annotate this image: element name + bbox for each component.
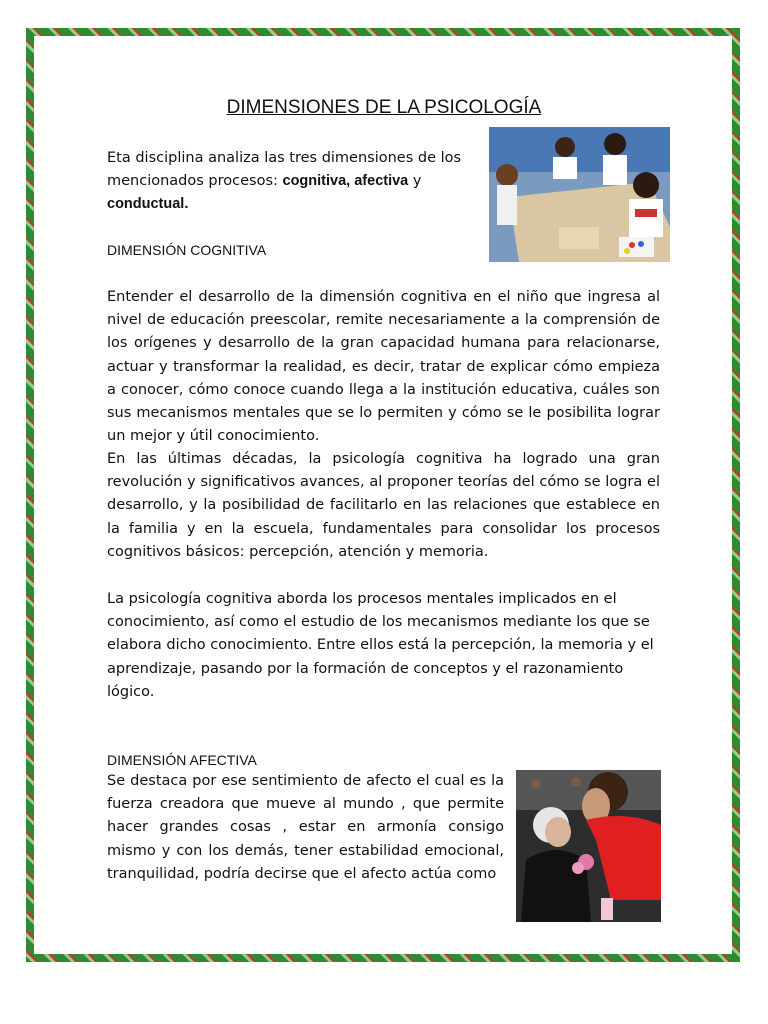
- affective-paragraph-1: Se destaca por ese sentimiento de afecto el cual es la fuerza creadora que mueve al mundo , que permite hacer grandes cosas , estar en armonía consigo mismo y con los demás, tener estabilidad emocional, tranquilidad, podría decirse que el afecto actúa como: [107, 773, 504, 882]
- cognitive-paragraph-3: La psicología cognitiva aborda los procesos mentales implicados en el conocimiento, así como el estudio de los mecanismos mediante los que se elabora dicho conocimiento. Entre ellos está la percepción, la memoria y el aprendizaje, pasando por la formación de conceptos y el razonamiento lógico.: [107, 591, 654, 700]
- intro-end: .: [184, 196, 189, 213]
- cognitive-paragraph-2: En las últimas décadas, la psicología cognitiva ha logrado una gran revolución y significativos avances, al proponer teorías del cómo se logra el desarrollo, y la posibilidad de facilitarlo en las relaciones que establece en la familia y en la escuela, fundamentales para consolidar los procesos cognitivos básicos: percepción, atención y memoria.: [107, 451, 660, 560]
- intro-text: Eta disciplina analiza las tres dimensiones de los mencionados procesos:: [107, 150, 462, 190]
- term-cognitiva: cognitiva: [282, 173, 347, 190]
- heading-cognitiva: DIMENSIÓN COGNITIVA: [107, 242, 267, 258]
- page-title: DIMENSIONES DE LA PSICOLOGÍA: [226, 97, 542, 118]
- children-classroom-photo: [489, 127, 670, 262]
- heading-afectiva: DIMENSIÓN AFECTIVA: [107, 752, 257, 768]
- term-conductual: conductual: [107, 196, 185, 213]
- elderly-woman-young-man-photo: [516, 770, 661, 922]
- intro-paragraph: [107, 147, 479, 217]
- term-afectiva: afectiva: [354, 173, 409, 190]
- term-sep: ,: [346, 173, 355, 190]
- intro-mid: y: [408, 173, 422, 190]
- cognitive-paragraph-1: Entender el desarrollo de la dimensión cognitiva en el niño que ingresa al nivel de educación preescolar, remite necesariamente a la comprensión de los orígenes y desarrollo de la gran capacidad humana para relacionarse, actuar y transformar la realidad, es decir, tratar de explicar cómo empieza a conocer, cómo conoce cuando llega a la institución educativa, cuáles son sus mecanismos mentales que se lo permiten y cómo se le posibilita lograr un mejor y útil conocimiento.: [107, 289, 660, 445]
